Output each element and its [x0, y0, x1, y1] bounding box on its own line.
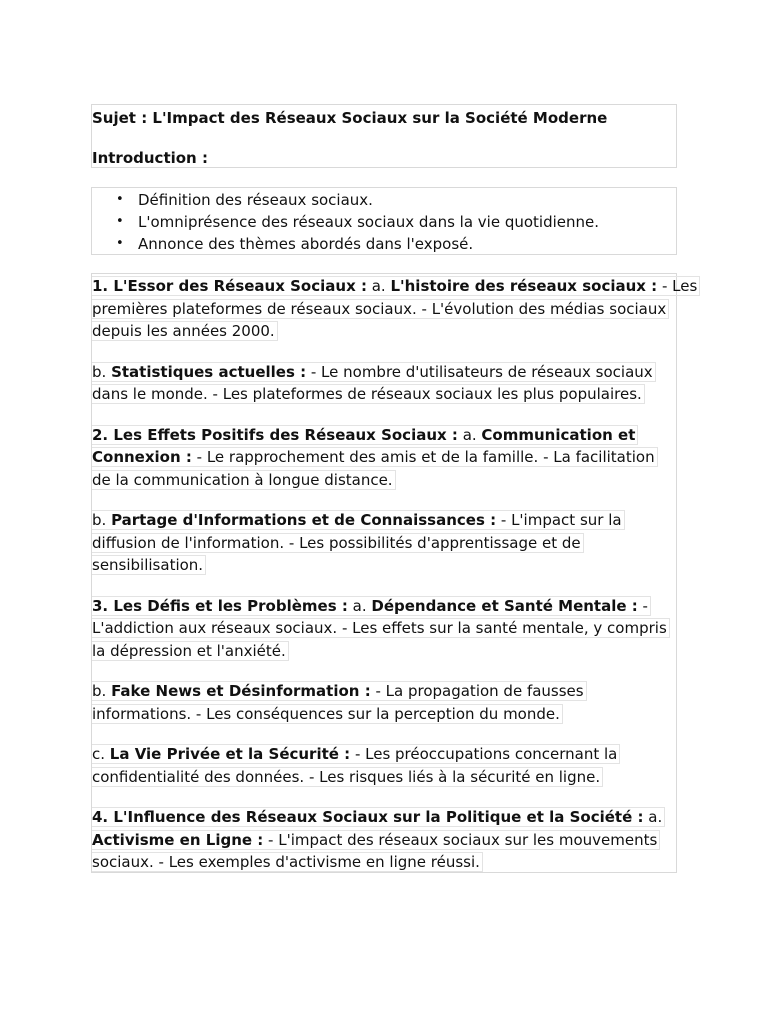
- list-item: • Annonce des thèmes abordés dans l'exposé.: [116, 235, 474, 253]
- section-4a-title: Activisme en Ligne :: [92, 830, 264, 849]
- section-1b-title: Statistiques actuelles :: [111, 362, 307, 381]
- body-block: [91, 273, 698, 873]
- section-2-paragraph-a: 2. Les Effets Positifs des Réseaux Sociaux : a. Communication et Connexion : - Le rapprochement des amis et de la famille. - La facilitation de la communication à longue distance.: [92, 424, 676, 492]
- section-2-paragraph-b: b. Partage d'Informations et de Connaissances : - L'impact sur la diffusion de l'information. - Les possibilités d'apprentissage et de sensibilisation.: [92, 509, 676, 577]
- section-3-paragraph-c: c. La Vie Privée et la Sécurité : - Les préoccupations concernant la confidentialité des données. - Les risques liés à la sécurité en ligne.: [92, 743, 676, 788]
- section-2a-title-part-1: Communication et: [481, 425, 636, 444]
- section-2a-title-part-2: Connexion :: [92, 448, 192, 466]
- section-2-heading: 2. Les Effets Positifs des Réseaux Sociaux :: [92, 425, 458, 444]
- section-1-heading: 1. L'Essor des Réseaux Sociaux :: [92, 277, 367, 295]
- list-item: • L'omniprésence des réseaux sociaux dans la vie quotidienne.: [116, 213, 600, 231]
- introduction-label: Introduction :: [92, 149, 208, 167]
- intro-list: [92, 189, 676, 255]
- intro-list-block: [91, 187, 677, 255]
- section-3b-title: Fake News et Désinformation :: [111, 682, 371, 700]
- section-3a-title: Dépendance et Santé Mentale :: [371, 596, 638, 615]
- section-3-paragraph-a: 3. Les Défis et les Problèmes : a. Dépendance et Santé Mentale : - L'addiction aux réseaux sociaux. - Les effets sur la santé mentale, y compris la dépression et l'anxiété.: [92, 595, 676, 663]
- section-1-paragraph-b: b. Statistiques actuelles : - Le nombre d'utilisateurs de réseaux sociaux dans le monde. - Les plateformes de réseaux sociaux les plus populaires.: [92, 361, 676, 406]
- section-1-paragraph-a: 1. L'Essor des Réseaux Sociaux : a. L'histoire des réseaux sociaux : - Les premières plateformes de réseaux sociaux. - L'évolution des médias sociaux depuis les années 2000.: [92, 275, 676, 343]
- list-item: • Définition des réseaux sociaux.: [116, 191, 373, 209]
- subject-title: Sujet : L'Impact des Réseaux Sociaux sur la Société Moderne: [92, 109, 608, 127]
- section-3c-title: La Vie Privée et la Sécurité :: [109, 745, 351, 763]
- bullet-icon: •: [116, 236, 124, 251]
- section-4-paragraph-a: 4. L'Influence des Réseaux Sociaux sur la Politique et la Société : a. Activisme en Ligne : - L'impact des réseaux sociaux sur les mouvements sociaux. - Les exemples d'activisme en ligne réussi.: [92, 806, 676, 874]
- section-2b-title: Partage d'Informations et de Connaissances :: [111, 511, 497, 529]
- bullet-icon: •: [116, 214, 124, 229]
- section-1a-title: L'histoire des réseaux sociaux :: [390, 277, 658, 295]
- section-4-heading: 4. L'Influence des Réseaux Sociaux sur la Politique et la Société :: [92, 808, 644, 826]
- section-3-heading: 3. Les Défis et les Problèmes :: [92, 596, 348, 615]
- header-block: [91, 104, 677, 168]
- section-3-paragraph-b: b. Fake News et Désinformation : - La propagation de fausses informations. - Les conséquences sur la perception du monde.: [92, 680, 676, 725]
- document-page: [91, 104, 698, 873]
- bullet-icon: •: [116, 192, 124, 207]
